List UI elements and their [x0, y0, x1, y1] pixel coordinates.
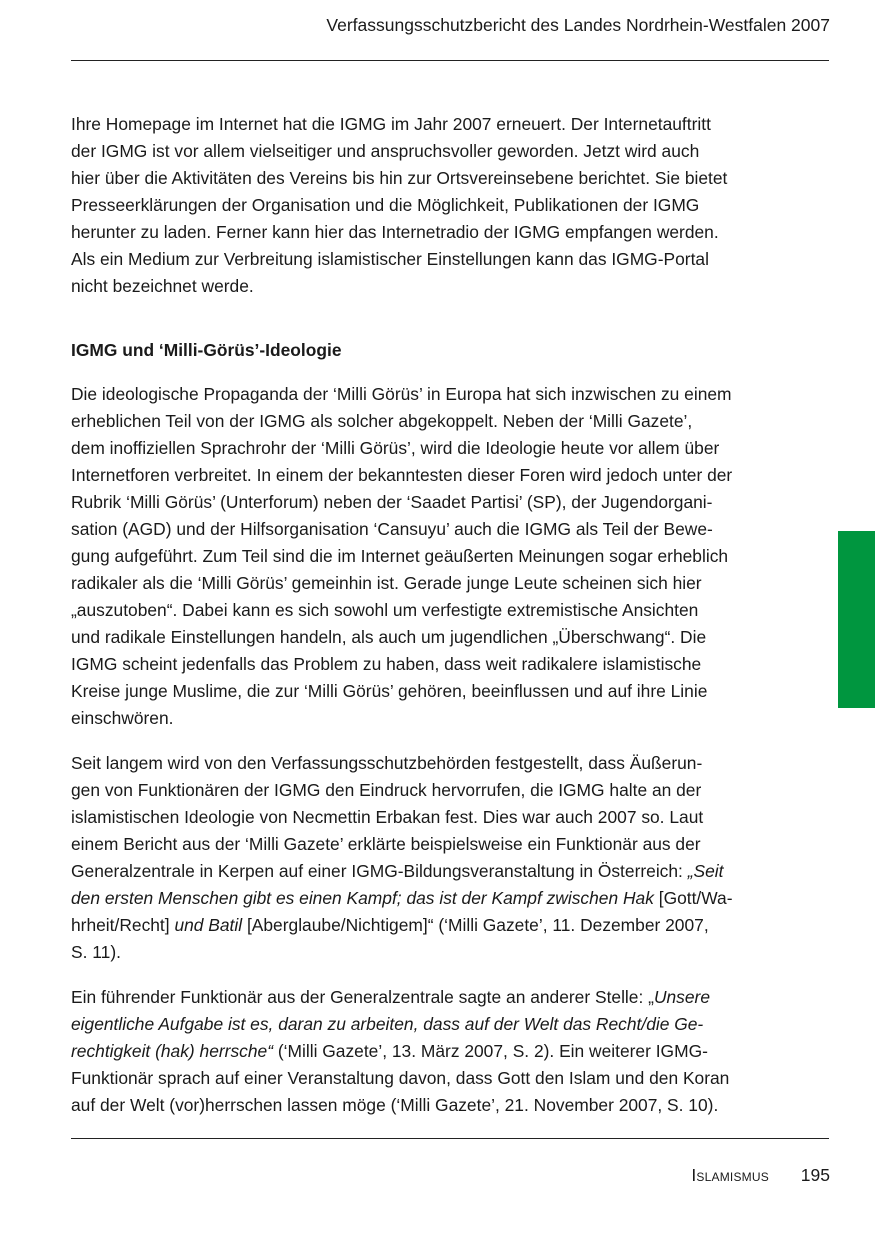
text-run: Ihre Homepage im Internet hat die IGMG im Jahr 2007 erneuert. Der Internetauftritt — [71, 114, 711, 134]
page-footer — [691, 1163, 830, 1187]
text-line — [71, 777, 791, 804]
header-rule — [71, 60, 829, 61]
text-run: „auszutoben“. Dabei kann es sich sowohl um verfestigte extremistische Ansichten — [71, 600, 699, 620]
text-line — [71, 516, 791, 543]
text-line — [71, 381, 791, 408]
text-line — [71, 912, 791, 939]
text-line — [71, 1011, 791, 1038]
text-run: hier über die Aktivitäten des Vereins bis hin zur Ortsvereinsebene berichtet. Sie bietet — [71, 168, 728, 188]
text-line — [71, 750, 791, 777]
text-line — [71, 705, 791, 732]
paragraph-homepage — [71, 111, 791, 300]
text-line — [71, 192, 791, 219]
text-run: der IGMG ist vor allem vielseitiger und anspruchsvoller geworden. Jetzt wird auch — [71, 141, 700, 161]
page-number: 195 — [800, 1165, 830, 1185]
text-line — [71, 1065, 791, 1092]
text-run: herunter zu laden. Ferner kann hier das Internetradio der IGMG empfangen werden. — [71, 222, 719, 242]
text-run: islamistischen Ideologie von Necmettin Erbakan fest. Dies war auch 2007 so. Laut — [71, 807, 704, 827]
text-line — [71, 597, 791, 624]
text-line — [71, 138, 791, 165]
text-run: Als ein Medium zur Verbreitung islamistischer Einstellungen kann das IGMG-Portal — [71, 249, 709, 269]
text-run: einschwören. — [71, 708, 174, 728]
paragraph-ideology — [71, 381, 791, 732]
text-line — [71, 489, 791, 516]
text-line — [71, 984, 791, 1011]
text-run: S. 11). — [71, 942, 121, 962]
text-run: [Aberglaube/Nichtigem]“ (‘Milli Gazete’, 11. Dezember 2007, — [242, 915, 709, 935]
text-run: Generalzentrale in Kerpen auf einer IGMG-Bildungsveranstaltung in Österreich: — [71, 861, 688, 881]
text-run: radikaler als die ‘Milli Görüs’ gemeinhin ist. Gerade junge Leute scheinen sich hier — [71, 573, 702, 593]
text-line — [71, 462, 791, 489]
running-header-title: Verfassungsschutzbericht des Landes Nordrhein-Westfalen 2007 — [326, 15, 830, 35]
quote-italic: den ersten Menschen gibt es einen Kampf; das ist der Kampf zwischen Hak — [71, 888, 654, 908]
quote-italic: und Batil — [174, 915, 243, 935]
text-run: auf der Welt (vor)herrschen lassen möge (‘Milli Gazete’, 21. November 2007, S. 10). — [71, 1095, 719, 1115]
section-heading: IGMG und ‘Milli-Görüs’-Ideologie — [71, 340, 342, 360]
text-run: gung aufgeführt. Zum Teil sind die im Internet geäußerten Meinungen sogar erheblich — [71, 546, 729, 566]
text-run: (‘Milli Gazete’, 13. März 2007, S. 2). Ein weiterer IGMG- — [273, 1041, 708, 1061]
text-line — [71, 624, 791, 651]
text-run: sation (AGD) und der Hilfsorganisation ‘Cansuyu’ auch die IGMG als Teil der Bewe- — [71, 519, 713, 539]
chapter-side-tab — [838, 531, 875, 708]
text-line — [71, 1092, 791, 1119]
footer-rule — [71, 1138, 829, 1139]
text-line — [71, 543, 791, 570]
text-run: Presseerklärungen der Organisation und die Möglichkeit, Publikationen der IGMG — [71, 195, 700, 215]
text-run: dem inoffiziellen Sprachrohr der ‘Milli Görüs’, wird die Ideologie heute vor allem über — [71, 438, 720, 458]
text-run: Seit langem wird von den Verfassungsschutzbehörden festgestellt, dass Äußerun- — [71, 753, 703, 773]
footer-section-label: Islamismus — [691, 1165, 769, 1185]
text-line — [71, 408, 791, 435]
text-line — [71, 570, 791, 597]
text-run: erheblichen Teil von der IGMG als solcher abgekoppelt. Neben der ‘Milli Gazete’, — [71, 411, 693, 431]
text-run: IGMG scheint jedenfalls das Problem zu haben, dass weit radikalere islamistische — [71, 654, 702, 674]
text-line — [71, 435, 791, 462]
quote-italic: rechtigkeit (hak) herrsche“ — [71, 1041, 273, 1061]
quote-italic: Unsere — [653, 987, 710, 1007]
text-run: Internetforen verbreitet. In einem der bekanntesten dieser Foren wird jedoch unter der — [71, 465, 733, 485]
text-run: und radikale Einstellungen handeln, als auch um jugendlichen „Überschwang“. Die — [71, 627, 707, 647]
text-run: hrheit/Recht] — [71, 915, 175, 935]
text-run: gen von Funktionären der IGMG den Eindruck hervorrufen, die IGMG halte an der — [71, 780, 702, 800]
quote-italic: eigentliche Aufgabe ist es, daran zu arbeiten, dass auf der Welt das Recht/die Ge- — [71, 1014, 704, 1034]
text-line — [71, 219, 791, 246]
text-run: Die ideologische Propaganda der ‘Milli Görüs’ in Europa hat sich inzwischen zu einem — [71, 384, 732, 404]
text-run: Kreise junge Muslime, die zur ‘Milli Görüs’ gehören, beeinflussen und auf ihre Linie — [71, 681, 708, 701]
text-line — [71, 165, 791, 192]
text-run: [Gott/Wa- — [653, 888, 733, 908]
text-line — [71, 885, 791, 912]
text-line — [71, 273, 791, 300]
text-line — [71, 678, 791, 705]
text-line — [71, 831, 791, 858]
text-line — [71, 246, 791, 273]
text-line — [71, 1038, 791, 1065]
paragraph-functionary — [71, 984, 791, 1119]
text-run: nicht bezeichnet werde. — [71, 276, 254, 296]
text-line — [71, 651, 791, 678]
text-line — [71, 804, 791, 831]
text-run: Ein führender Funktionär aus der Generalzentrale sagte an anderer Stelle: „ — [71, 987, 654, 1007]
text-run: Funktionär sprach auf einer Veranstaltung davon, dass Gott den Islam und den Koran — [71, 1068, 730, 1088]
text-line — [71, 111, 791, 138]
paragraph-statements — [71, 750, 791, 966]
text-run: Rubrik ‘Milli Görüs’ (Unterforum) neben der ‘Saadet Partisi’ (SP), der Jugendorgani- — [71, 492, 713, 512]
text-line — [71, 858, 791, 885]
quote-italic: „Seit — [687, 861, 724, 881]
text-line — [71, 939, 791, 966]
text-run: einem Bericht aus der ‘Milli Gazete’ erklärte beispielsweise ein Funktionär aus der — [71, 834, 701, 854]
